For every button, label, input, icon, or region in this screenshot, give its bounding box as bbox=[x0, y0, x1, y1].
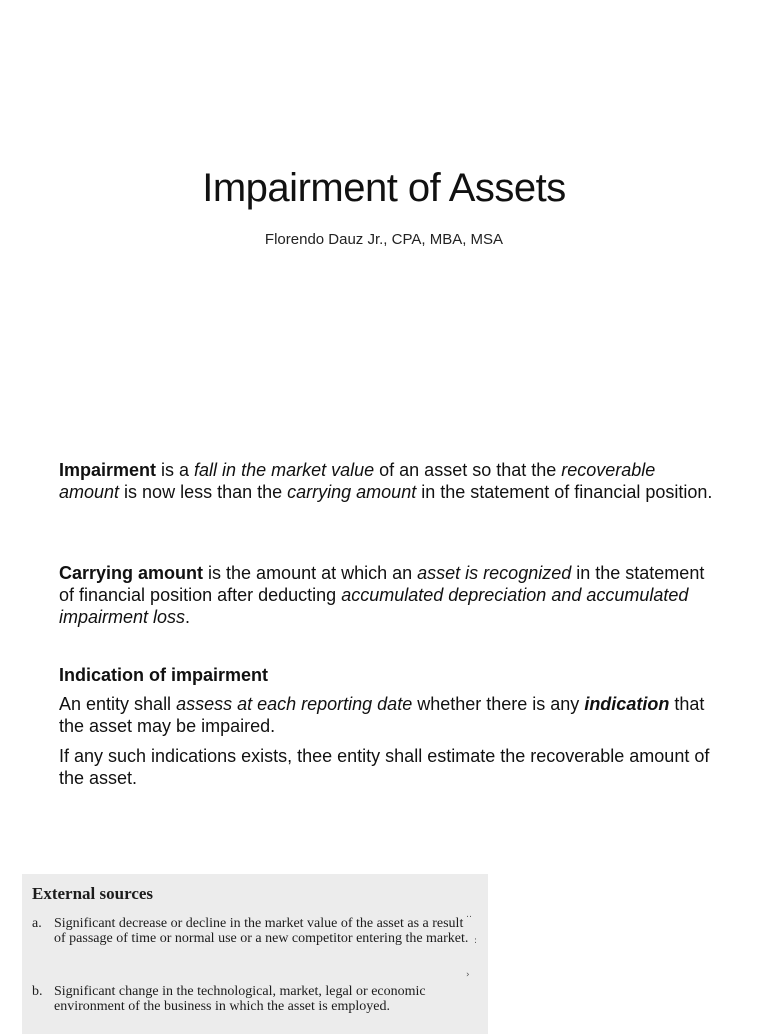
scanned-excerpt bbox=[22, 874, 488, 1034]
carrying-amount-definition bbox=[59, 562, 719, 628]
item-letter: b. bbox=[32, 984, 43, 999]
item-letter: a. bbox=[32, 916, 42, 931]
scan-speck: ‥ bbox=[466, 910, 473, 920]
item-text: Significant decrease or decline in the market value of the asset as a result of passage of time or normal use or a new competitor entering the market. bbox=[54, 916, 469, 946]
term-carrying-amount: Carrying amount bbox=[59, 563, 204, 583]
item-text: Significant change in the technological, market, legal or economic environment of the business in which the asset is employed. bbox=[54, 984, 426, 1014]
indication-heading: Indication of impairment bbox=[59, 665, 269, 685]
indication-paragraph bbox=[59, 693, 719, 737]
emphasis: recoverable amount bbox=[59, 460, 656, 502]
impairment-definition bbox=[59, 459, 719, 503]
emphasis: assess at each reporting date bbox=[176, 694, 413, 714]
definition-slide bbox=[0, 440, 768, 820]
presentation-author: Florendo Dauz Jr., CPA, MBA, MSA bbox=[264, 231, 504, 248]
term-impairment: Impairment bbox=[59, 460, 157, 480]
emphasis: accumulated depreciation and accumulated impairment loss bbox=[59, 585, 689, 627]
presentation-title: Impairment of Assets bbox=[202, 166, 566, 210]
estimate-paragraph: If any such indications exists, thee entity shall estimate the recoverable amount of the asset. bbox=[59, 746, 710, 788]
text: in the statement of financial position after deducting bbox=[59, 563, 705, 605]
text: whether there is any bbox=[412, 694, 585, 714]
text: . bbox=[185, 607, 191, 627]
emphasis: asset is recognized bbox=[417, 563, 572, 583]
text: of an asset so that the bbox=[374, 460, 562, 480]
emphasis: fall in the market value bbox=[194, 460, 375, 480]
text: An entity shall bbox=[59, 694, 177, 714]
title-slide bbox=[0, 0, 768, 420]
text: is a bbox=[156, 460, 195, 480]
emphasis-bold: indication bbox=[584, 694, 670, 714]
text: is the amount at which an bbox=[203, 563, 418, 583]
scan-speck: › bbox=[466, 970, 470, 980]
text: in the statement of financial position. bbox=[416, 482, 713, 502]
list-item bbox=[32, 916, 472, 946]
emphasis: carrying amount bbox=[287, 482, 417, 502]
scan-speck: : bbox=[474, 936, 478, 946]
external-sources-heading: External sources bbox=[32, 884, 154, 903]
text: is now less than the bbox=[119, 482, 288, 502]
list-item bbox=[32, 984, 472, 1014]
text: that the asset may be impaired. bbox=[59, 694, 705, 736]
